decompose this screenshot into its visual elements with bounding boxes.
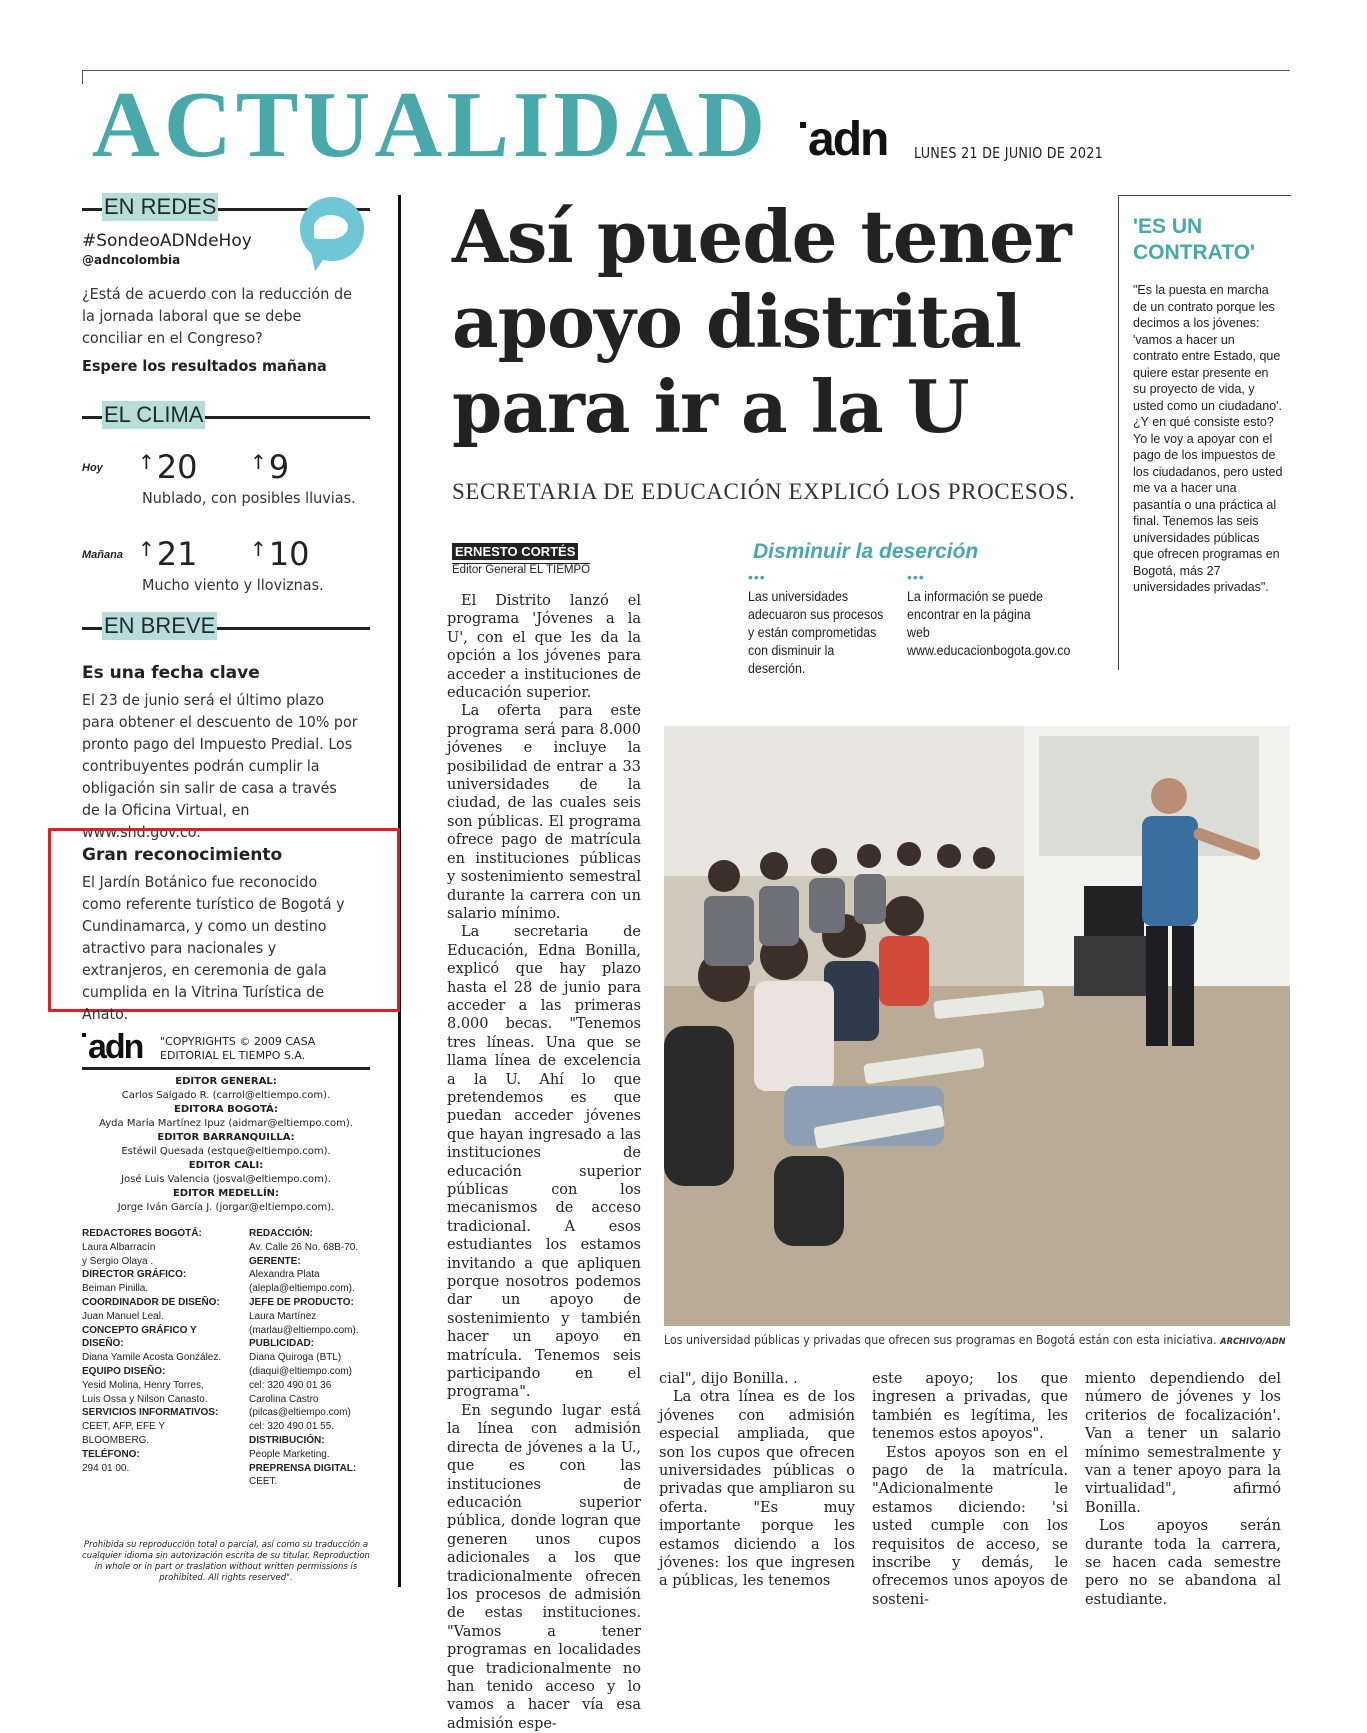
top-rule: [82, 70, 1290, 71]
article-paragraph: cial", dijo Bonilla. .: [659, 1371, 798, 1387]
classroom-illustration: [664, 726, 1290, 1326]
staff-name: 294 01 00.: [82, 1462, 130, 1474]
staff-name: (pilcas@eltiempo.com): [249, 1407, 351, 1419]
staff-role: PUBLICIDAD:: [249, 1338, 314, 1350]
article-paragraph: Los apoyos serán durante toda la carrera, se hacen cada semestre pero no se abandona al estudiante.: [1085, 1518, 1281, 1608]
staff-role: EQUIPO DISEÑO:: [82, 1365, 166, 1377]
adn-logo: [800, 113, 888, 166]
quote-title-line: CONTRATO': [1133, 241, 1256, 264]
staff-role: TELÉFONO:: [82, 1448, 140, 1460]
article-paragraph: La secretaria de Educación, Edna Bonilla, explicó que hay plazo hasta el 28 de junio para acceder a las primeras 8.000 becas. "Tenemos tres líneas. Una que se llama línea de excelencia a la U. Ahí lo que pretendemos es que puedan acceder jóvenes que hayan ingresado a las instituciones de educación superior públicas con los mecanismos de acceso tradicional. A esos estudiantes los estamos invitando a que apliquen porque nosotros podemos dar un apoyo de sostenimiento y también hacer un apoyo en matrícula. Tenemos seis participando en el programa".: [447, 924, 641, 1401]
desercion-left: Las universidades adecuaron sus procesos y están comprometidas con disminuir la deserción.: [748, 589, 884, 676]
arrow-up-icon: ↑: [250, 450, 267, 474]
staff-name: Diana Quiroga (BTL): [249, 1352, 342, 1364]
caption-text: Los universidad públicas y privadas que ofrecen sus programas en Bogotá están con esta iniciativa.: [664, 1333, 1217, 1347]
article-column-1: [447, 592, 641, 1733]
adn-logo-small: [82, 1030, 142, 1064]
dots-icon: •••: [907, 569, 925, 585]
staff-name: Laura Albarracín: [82, 1241, 156, 1253]
arrow-up-icon: ↑: [138, 450, 155, 474]
author-name: ERNESTO CORTÉS: [452, 543, 578, 560]
quote-title-line: 'ES UN: [1133, 215, 1203, 238]
brief-title: Es una fecha clave: [82, 663, 260, 683]
author-role: Editor General EL TIEMPO: [452, 564, 591, 576]
article-column-3: [872, 1370, 1068, 1609]
hashtag[interactable]: #SondeoADNdeHoy: [82, 231, 252, 251]
classroom-photo: [664, 726, 1290, 1326]
staff-name: cel: 320 490 01 55.: [249, 1421, 335, 1433]
poll-question: ¿Está de acuerdo con la reducción de la jornada laboral que se debe conciliar en el Congreso?: [82, 285, 352, 347]
staff-name: cel: 320 490 01 36: [249, 1379, 332, 1391]
article-paragraph: En segundo lugar está la línea con admisión directa de jóvenes a la U., que es con las instituciones de educación superior pública, donde logran que generen unos cupos adicionales a los que tradicionalmente ofrecen los procesos de admisión de estas instituciones. "Vamos a tener programas en localidades que tradicionalmente no han tenido acceso y lo vamos a hacer vía esa admisión espe-: [447, 1402, 641, 1732]
staff-name: Carolina Castro: [249, 1393, 319, 1405]
staff-name: Beiman Pinilla.: [82, 1283, 149, 1295]
staff-role: EDITOR BARRANQUILLA:: [157, 1132, 295, 1143]
poll-note: Espere los resultados mañana: [82, 357, 327, 375]
staff-role: DIRECTOR GRÁFICO:: [82, 1269, 187, 1281]
issue-date: LUNES 21 DE JUNIO DE 2021: [914, 144, 1103, 162]
staff-name: Ayda María Martínez Ipuz (aidmar@eltiempo.com).: [99, 1118, 353, 1129]
staff-role: REDACTORES BOGOTÁ:: [82, 1228, 202, 1239]
brief-title: Gran reconocimiento: [82, 845, 283, 865]
article-column-2: [659, 1370, 855, 1591]
en-breve-label: EN BREVE: [104, 613, 216, 638]
staff-name: Alexandra Plata: [249, 1269, 320, 1281]
article-paragraph: La otra línea es de los jóvenes con admisión especial ampliada, que son los cupos que ofrecen universidades públicas o privadas que ampliaron su oferta. "Es muy importante porque les estamos diciendo a los jóvenes: los que ingresen a públicas, les tenemos: [659, 1389, 855, 1590]
staff-name: Juan Manuel Leal.: [82, 1310, 164, 1322]
staff-list-left: [82, 1227, 232, 1475]
weather-desc: Mucho viento y lloviznas.: [142, 576, 324, 594]
staff-name: Estéwil Quesada (estque@eltiempo.com).: [121, 1146, 331, 1157]
masthead-rule: [82, 1067, 370, 1070]
staff-name: José Luis Valencia (josval@eltiempo.com).: [121, 1174, 331, 1185]
copyright-line: "COPYRIGHTS © 2009 CASA: [160, 1035, 316, 1048]
temp-min: ↑10: [250, 535, 310, 573]
twitter-bird-icon[interactable]: [300, 197, 364, 261]
staff-role: PREPRENSA DIGITAL:: [249, 1462, 357, 1474]
staff-name: Laura Martínez: [249, 1310, 317, 1322]
desercion-right[interactable]: La información se puede encontrar en la página web www.educacionbogota.gov.co: [907, 589, 1071, 658]
staff-name: y Sergio Olaya .: [82, 1255, 154, 1267]
temp-max: ↑21: [138, 535, 198, 573]
weather-day: Hoy: [82, 462, 103, 474]
legal-notice: Prohibida su reproducción total o parcial, así como su traducción a cualquier idioma sin autorización escrita de su titular. Reproduction in whole or in part or traslation without written permissions is prohibited. All rights reserved".: [82, 1540, 370, 1583]
staff-name: Diana Yamile Acosta González.: [82, 1352, 222, 1364]
en-redes-label: EN REDES: [104, 194, 217, 219]
top-rule-tick: [82, 70, 83, 84]
staff-role: EDITOR CALI:: [188, 1160, 264, 1171]
headline-line: para ir a la U: [452, 364, 969, 449]
staff-role: CONCEPTO GRÁFICO Y DISEÑO:: [82, 1324, 197, 1350]
staff-name: (marlau@eltiempo.com).: [249, 1324, 359, 1336]
editors-list: [82, 1075, 370, 1215]
staff-name: Luis Ossa y Nilson Canasto.: [82, 1393, 208, 1405]
headline-line: Así puede tener: [452, 194, 1071, 279]
desercion-title: Disminuir la deserción: [753, 540, 979, 563]
staff-role: DISTRIBUCIÓN:: [249, 1434, 325, 1446]
weather-day: Mañana: [82, 549, 123, 561]
staff-name: Av. Calle 26 No. 68B-70.: [249, 1241, 359, 1253]
staff-role: EDITOR GENERAL:: [175, 1076, 277, 1087]
headline-line: apoyo distrital: [452, 279, 1021, 364]
temp-min: ↑9: [250, 448, 290, 486]
staff-role: GERENTE:: [249, 1255, 301, 1267]
photo-caption: [664, 1333, 1286, 1347]
arrow-up-icon: ↑: [138, 537, 155, 561]
copyright-line: EDITORIAL EL TIEMPO S.A.: [160, 1049, 306, 1062]
photo-credit: ARCHIVO/ADN: [1220, 1337, 1286, 1347]
logo-text: adn: [808, 113, 888, 166]
staff-role: COORDINADOR DE DISEÑO:: [82, 1296, 220, 1308]
staff-name: (alepla@eltiempo.com).: [249, 1283, 355, 1295]
twitter-handle[interactable]: @adncolombia: [82, 253, 181, 267]
section-title: ACTUALIDAD: [92, 73, 770, 177]
article-paragraph: miento dependiendo del número de jóvenes y los criterios de focalización'. Van a tener un salario mínimo semestralmente y van a tener apoyo para la virtualidad", afirmó Bonilla.: [1085, 1371, 1281, 1516]
dots-icon: •••: [748, 569, 766, 585]
staff-list-right: [249, 1227, 379, 1489]
staff-name: (diaqui@eltiempo.com): [249, 1365, 352, 1377]
staff-name: CEET.: [249, 1476, 278, 1488]
logo-text: adn: [88, 1028, 143, 1066]
temp-max: ↑20: [138, 448, 198, 486]
headline: [452, 194, 1092, 449]
quote-body: "Es la puesta en marcha de un contrato porque les decimos a los jóvenes: 'vamos a hacer un contrato entre Estado, que quiere estar presente en su proyecto de vida, y usted como un ciudadano'. ¿Y en qué consiste esto? Yo le voy a apoyar con el pago de los impuestos de los ciudadanos, pero usted me va a hacer una pasantía o una práctica al final. Tenemos las seis universidades públicas que ofrecen programas en Bogotá, más 27 universidades privadas".: [1133, 283, 1283, 594]
subheadline: SECRETARIA DE EDUCACIÓN EXPLICÓ LOS PROCESOS.: [452, 479, 1076, 504]
el-clima-header: [82, 401, 370, 431]
staff-name: Yesid Molina, Henry Torres,: [82, 1379, 204, 1391]
el-clima-label: EL CLIMA: [104, 402, 204, 427]
staff-role: EDITORA BOGOTÁ:: [174, 1104, 278, 1115]
article-paragraph: La oferta para este programa será para 8.000 jóvenes e incluye la posibilidad de entrar a 33 universidades de la ciudad, de las cuales seis son públicas. El programa ofrece pago de matrícula en instituciones públicas y sostenimiento semestral durante la carrera con un salario mínimo.: [447, 703, 641, 922]
article-paragraph: este apoyo; los que ingresen a privadas, que también es legítima, les tenemos estos apoyos".: [872, 1371, 1068, 1443]
staff-role: REDACCIÓN:: [249, 1228, 313, 1239]
quote-title: [1133, 214, 1255, 266]
brief-body: El 23 de junio será el último plazo para obtener el descuento de 10% por pronto pago del Impuesto Predial. Los contribuyentes podrán cumplir la obligación sin salir de casa a través de la Oficina Virtual, en www.shd.gov.co.: [82, 691, 358, 841]
staff-role: JEFE DE PRODUCTO:: [249, 1296, 354, 1308]
logo-tick-icon: [800, 122, 806, 128]
brief-body: El Jardín Botánico fue reconocido como referente turístico de Bogotá y Cundinamarca, y como un destino atractivo para nacionales y extranjeros, en ceremonia de gala cumplida en la Vitrina Turística de Anato.: [82, 873, 345, 1023]
en-breve-header: [82, 612, 370, 642]
staff-name: Jorge Iván García J. (jorgar@eltiempo.com).: [117, 1202, 335, 1213]
staff-name: Carlos Salgado R. (carrol@eltiempo.com).: [121, 1090, 331, 1101]
staff-role: EDITOR MEDELLÍN:: [172, 1188, 280, 1199]
article-paragraph: Estos apoyos son en el pago de la matrícula. "Adicionalmente le estamos diciendo: 'si usted cumple con los requisitos de acceso, se inscribe y demás, le ofrecemos unos apoyos de sosteni-: [872, 1444, 1068, 1608]
weather-desc: Nublado, con posibles lluvias.: [142, 489, 356, 507]
article-column-4: [1085, 1370, 1281, 1609]
staff-role: SERVICIOS INFORMATIVOS:: [82, 1407, 219, 1419]
staff-name: People Marketing.: [249, 1448, 330, 1460]
article-paragraph: El Distrito lanzó el programa 'Jóvenes a la U', con el que les da la opción a los jóvenes para acceder a instituciones de educación superior.: [447, 593, 641, 702]
logo-tick-icon: [82, 1033, 86, 1037]
arrow-up-icon: ↑: [250, 537, 267, 561]
copyright: [160, 1035, 315, 1063]
staff-name: CEET, AFP, EFE Y BLOOMBERG.: [82, 1421, 165, 1446]
